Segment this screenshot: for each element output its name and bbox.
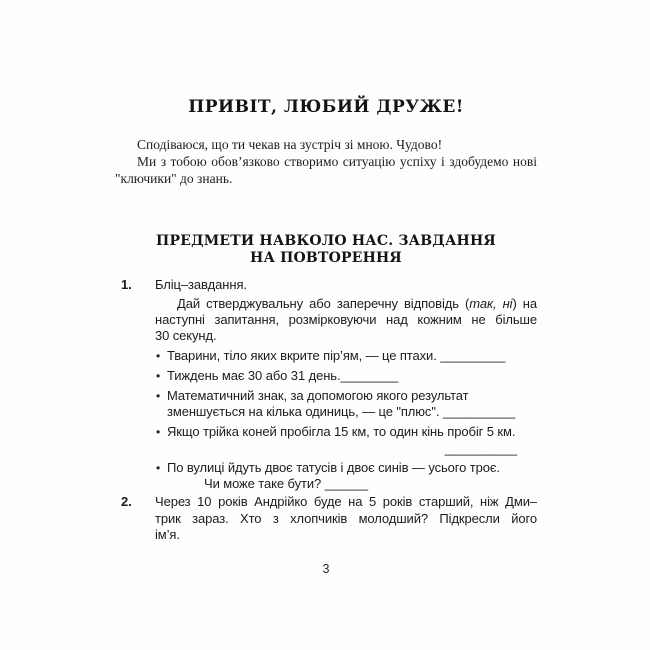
section-heading-line-1: ПРЕДМЕТИ НАВКОЛО НАС. ЗАВДАННЯ [156, 233, 496, 249]
bullet-item-3 [155, 388, 537, 420]
instruction-italic-text: так, ні [469, 296, 513, 311]
task-title: Бліц–завдання. [155, 277, 247, 292]
bullet-icon: • [156, 369, 161, 383]
bullet-icon: • [156, 349, 161, 363]
question-line [167, 368, 537, 384]
question-list [155, 348, 537, 492]
task-number: 2. [121, 494, 132, 509]
answer-blank: _________ [436, 348, 506, 363]
intro-line-3: "ключики" до знань. [115, 171, 233, 186]
section-heading [115, 233, 537, 267]
page-number: 3 [322, 562, 330, 576]
question-text: Тиждень має 30 або 31 день. [167, 368, 341, 383]
page-content [115, 0, 537, 544]
task-instruction [155, 296, 537, 344]
bullet-icon: • [156, 461, 161, 475]
question-line [167, 348, 537, 364]
intro-line-1: Сподіваюся, що ти чекав на зустріч зі мною. Чудово! [137, 137, 443, 152]
task-text-line: трик зараз. Хто з хлопчиків молодший? Підкресли його [155, 510, 537, 526]
answer-blank: ________ [340, 368, 399, 383]
answer-blank: __________ [439, 404, 516, 419]
instruction-line-3: 30 секунд. [155, 328, 217, 343]
section-heading-line-2: НА ПОВТОРЕННЯ [250, 250, 402, 266]
task-item-2 [115, 494, 537, 544]
question-text: зменшується на кілька одиниць, — це "плюс". [167, 404, 440, 419]
question-text: Чи може таке бути? [204, 476, 322, 491]
answer-blank: ______ [321, 476, 369, 491]
task-text-line: ім’я. [155, 527, 180, 542]
instruction-line-1 [155, 296, 537, 312]
task-item-1 [115, 277, 537, 492]
answer-blank: __________ [444, 441, 517, 456]
bullet-item-4 [155, 424, 537, 456]
question-line [167, 476, 537, 492]
task-text-line: Через 10 років Андрійко буде на 5 років старший, ніж Дми– [155, 494, 537, 509]
bullet-item-5 [155, 460, 537, 492]
intro-line-2: Ми з тобою обов’язково створимо ситуацію успіху і здобудемо нові [137, 154, 537, 169]
instruction-line-2: наступні запитання, розмірковуючи над кожним не більше [155, 312, 537, 327]
question-line: Математичний знак, за допомогою якого результат [167, 388, 469, 403]
bullet-icon: • [156, 389, 161, 403]
question-line: Якщо трійка коней пробігла 15 км, то один кінь пробіг 5 км. [167, 424, 516, 439]
instruction-text: ) на [512, 296, 537, 311]
page-title: ПРИВІТ, ЛЮБИЙ ДРУЖЕ! [188, 97, 464, 117]
instruction-text: Дай стверджувальну або заперечну відповідь ( [177, 296, 470, 311]
intro-paragraph [115, 136, 537, 187]
question-line [167, 404, 537, 420]
question-line [167, 442, 537, 456]
task-body [155, 277, 537, 492]
bullet-icon: • [156, 425, 161, 439]
question-line: По вулиці йдуть двоє татусів і двоє синів — усього троє. [167, 460, 500, 475]
question-text: Тварини, тіло яких вкрите пір’ям, — це птахи. [167, 348, 437, 363]
task-number: 1. [121, 277, 132, 292]
bullet-item-1 [155, 348, 537, 364]
bullet-item-2 [155, 368, 537, 384]
task-body [155, 494, 537, 544]
